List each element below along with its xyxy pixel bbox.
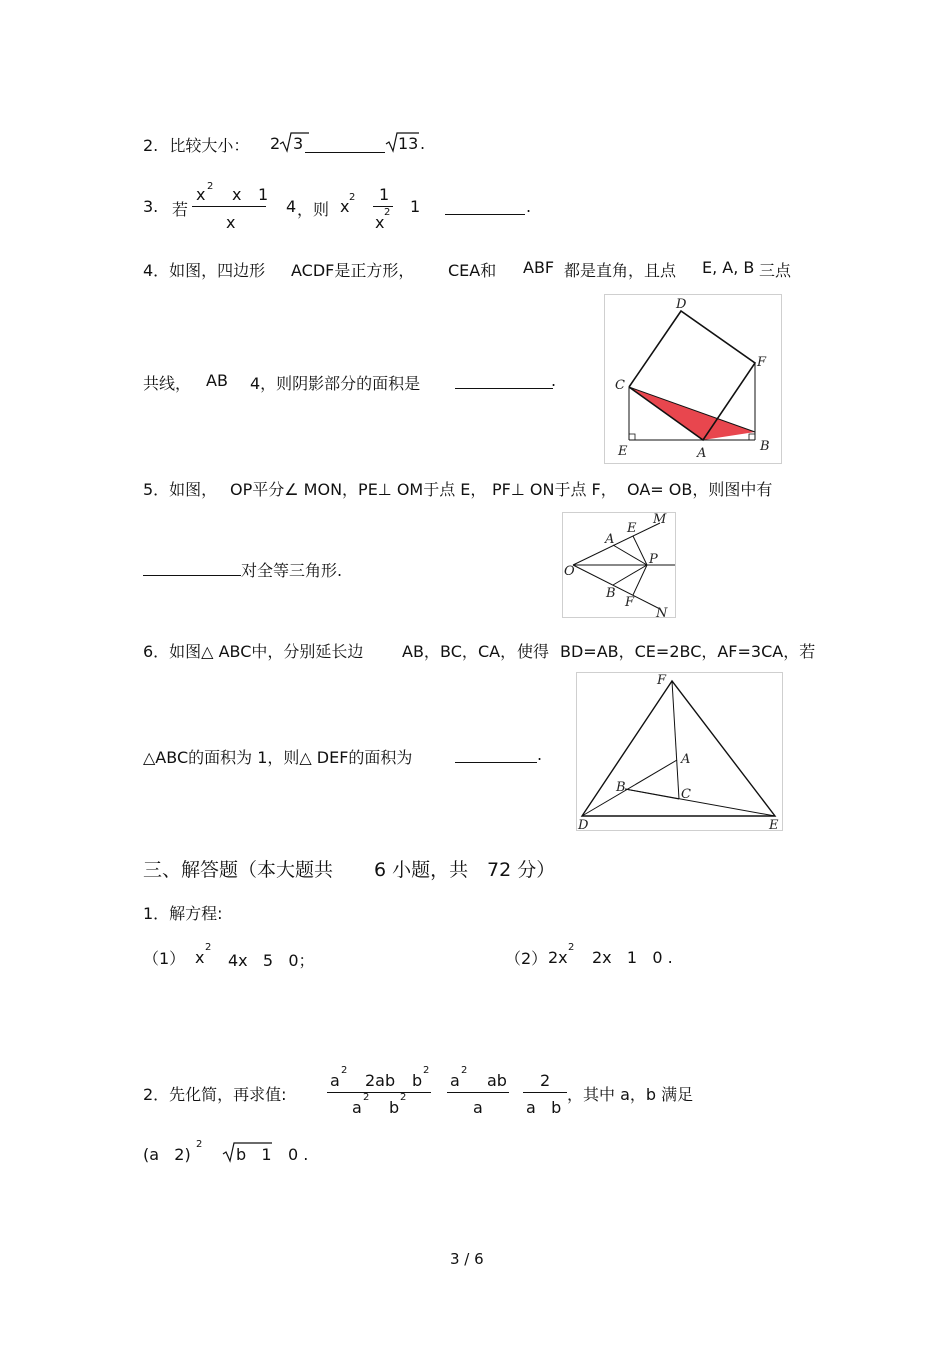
q3-ruo: 若 bbox=[172, 200, 189, 219]
q6-line-bc bbox=[625, 789, 679, 799]
q4-right-angle-b bbox=[749, 434, 755, 440]
q6-label-b: B bbox=[616, 780, 626, 795]
s2-f1-num-b-exp: 2 bbox=[423, 1065, 430, 1076]
s2-f3-den: a b bbox=[526, 1098, 562, 1117]
q4-label-f: F bbox=[757, 355, 767, 370]
q2-number: 2. bbox=[143, 136, 159, 155]
s2-f1-den-a-exp: 2 bbox=[363, 1092, 370, 1103]
section3-title: 三、解答题（本大题共 bbox=[143, 859, 334, 881]
q5-pf: PF⊥ ON于点 F， bbox=[492, 480, 617, 499]
q4-ab: AB bbox=[206, 371, 228, 390]
q3-num-exp: 2 bbox=[207, 181, 214, 192]
s2-cond-rad: b 1 bbox=[236, 1145, 272, 1164]
s1-title: 1．解方程: bbox=[143, 904, 223, 923]
q6-end: . bbox=[537, 745, 543, 764]
q4-label-c: C bbox=[615, 378, 625, 393]
page-number: 3 / 6 bbox=[450, 1250, 484, 1268]
s2-fraction-bar-2 bbox=[447, 1092, 509, 1093]
s2-f3-num: 2 bbox=[540, 1071, 551, 1090]
q5-label-o: O bbox=[564, 564, 575, 579]
q5-figure bbox=[562, 512, 676, 618]
q3-x-exp: 2 bbox=[349, 192, 356, 203]
s2-cond-a-exp: 2 bbox=[196, 1139, 203, 1150]
s2-f1-num-b: b bbox=[412, 1071, 423, 1090]
q4-acdf: ACDF是正方形， bbox=[291, 261, 415, 280]
q6-figure bbox=[576, 672, 783, 831]
s2-f2-num-mid: ab bbox=[487, 1071, 507, 1090]
s2-f1-num-a-exp: 2 bbox=[341, 1065, 348, 1076]
q5-label-f: F bbox=[625, 595, 635, 610]
q3-frac2-den: x bbox=[375, 213, 385, 232]
q3-blank[interactable] bbox=[445, 214, 525, 215]
s2-f1-den-b: b bbox=[389, 1098, 400, 1117]
q5-line1-a: 5．如图， bbox=[143, 480, 218, 499]
q3-eq4: 4 bbox=[286, 197, 297, 216]
q5-label-a: A bbox=[605, 532, 615, 547]
q5-line2: 对全等三角形. bbox=[241, 561, 343, 580]
q3-number: 3. bbox=[143, 197, 159, 216]
q6-line-fc bbox=[672, 681, 679, 799]
s1-part2-x: 2x bbox=[548, 948, 568, 967]
s1-part1-label: （1） bbox=[143, 949, 186, 968]
q3-frac2-num: 1 bbox=[379, 185, 390, 204]
q5-blank[interactable] bbox=[143, 575, 241, 576]
q5-label-e: E bbox=[627, 521, 637, 536]
q4-cea: CEA和 bbox=[448, 261, 497, 280]
q4-label-d: D bbox=[676, 297, 687, 312]
q2-text: 比较大小： bbox=[169, 136, 250, 155]
q2-a-rad: 3 bbox=[293, 134, 304, 153]
q5-label-m: M bbox=[653, 512, 667, 527]
s2-f2-num-a-exp: 2 bbox=[461, 1065, 468, 1076]
section3-points: 72 分） bbox=[487, 859, 556, 881]
s2-f2-num-a: a bbox=[450, 1071, 460, 1090]
q4-eab: E, A, B bbox=[702, 258, 755, 277]
q6-label-f: F bbox=[657, 673, 667, 688]
s2-rest: ，其中 a，b 满足 bbox=[567, 1085, 694, 1104]
q6-use: 使得 bbox=[517, 642, 550, 661]
q4-end: . bbox=[551, 371, 557, 390]
q6-ca: CA， bbox=[478, 642, 517, 661]
q3-fraction-bar bbox=[192, 206, 266, 207]
s1-part2-label: （2） bbox=[505, 949, 548, 968]
q5-label-p: P bbox=[649, 552, 658, 567]
q3-frac2-den-exp: 2 bbox=[384, 207, 391, 218]
s2-f1-num-mid: 2ab bbox=[365, 1071, 396, 1090]
q6-line-da bbox=[582, 760, 677, 816]
q6-ab: AB， bbox=[402, 642, 440, 661]
q5-oa: OA= OB，则图中有 bbox=[627, 480, 773, 499]
q4-label-a: A bbox=[697, 446, 707, 461]
q6-line2: △ABC的面积为 1，则△ DEF的面积为 bbox=[143, 748, 413, 767]
s1-part1-rest: 4x 5 0； bbox=[228, 951, 315, 970]
q6-bc: BC， bbox=[440, 642, 478, 661]
q3-num-1: 1 bbox=[258, 185, 269, 204]
q6-label-d: D bbox=[578, 818, 589, 831]
q3-x: x bbox=[340, 197, 350, 216]
q2-blank[interactable] bbox=[305, 152, 385, 153]
q4-right-angle-e bbox=[629, 434, 635, 440]
q3-den-x: x bbox=[226, 213, 236, 232]
s1-part1-x: x bbox=[195, 948, 205, 967]
s2-title: 2．先化简，再求值: bbox=[143, 1085, 287, 1104]
s2-cond-end: 0 . bbox=[288, 1145, 309, 1164]
q2-line bbox=[143, 133, 249, 156]
s2-f1-num-a: a bbox=[330, 1071, 340, 1090]
q6-line1-a: 6．如图△ ABC中，分别延长边 bbox=[143, 642, 364, 661]
q5-ray-on bbox=[573, 565, 660, 609]
q4-four: 4，则阴影部分的面积是 bbox=[250, 374, 421, 393]
s2-fraction-bar-1 bbox=[327, 1092, 431, 1093]
s2-f1-den-b-exp: 2 bbox=[400, 1092, 407, 1103]
q6-blank[interactable] bbox=[455, 762, 537, 763]
s2-f1-den-a: a bbox=[352, 1098, 362, 1117]
q4-sandian: 三点 bbox=[759, 261, 792, 280]
q3-comma: ，则 bbox=[297, 200, 330, 219]
q4-line2-a: 共线， bbox=[143, 374, 192, 393]
q5-label-b: B bbox=[606, 586, 616, 601]
s2-cond-a: (a 2) bbox=[143, 1145, 191, 1164]
s1-part1-exp: 2 bbox=[205, 942, 212, 953]
section3-count: 6 小题，共 bbox=[374, 859, 469, 881]
q3-one: 1 bbox=[410, 197, 421, 216]
s2-f2-den: a bbox=[473, 1098, 483, 1117]
q4-blank[interactable] bbox=[455, 388, 553, 389]
q3-num-x: x bbox=[196, 185, 206, 204]
q5-op: OP平分∠ MON，PE⊥ OM于点 E， bbox=[230, 480, 487, 499]
q4-abf: ABF bbox=[523, 258, 555, 277]
s1-part2-exp: 2 bbox=[568, 942, 575, 953]
s1-part2-rest: 2x 1 0 . bbox=[592, 948, 673, 967]
s2-fraction-bar-3 bbox=[523, 1092, 567, 1093]
q4-line1-a: 4．如图，四边形 bbox=[143, 261, 266, 280]
q2-b-rad: 13 bbox=[398, 134, 419, 153]
q4-label-b: B bbox=[760, 439, 770, 454]
q6-label-a: A bbox=[681, 752, 691, 767]
q4-figure bbox=[604, 294, 782, 464]
q3-num-x2: x bbox=[232, 185, 242, 204]
q2-a-coef: 2 bbox=[270, 134, 281, 153]
q6-label-e: E bbox=[769, 818, 779, 831]
q5-ray-om bbox=[573, 523, 660, 565]
q6-bd: BD=AB，CE=2BC，AF=3CA，若 bbox=[560, 642, 816, 661]
q3-end: . bbox=[526, 197, 532, 216]
q4-label-e: E bbox=[618, 444, 628, 459]
q6-label-c: C bbox=[681, 787, 691, 802]
q2-end: . bbox=[420, 134, 426, 153]
q4-rest: 都是直角，且点 bbox=[564, 261, 677, 280]
q5-label-n: N bbox=[656, 606, 668, 618]
